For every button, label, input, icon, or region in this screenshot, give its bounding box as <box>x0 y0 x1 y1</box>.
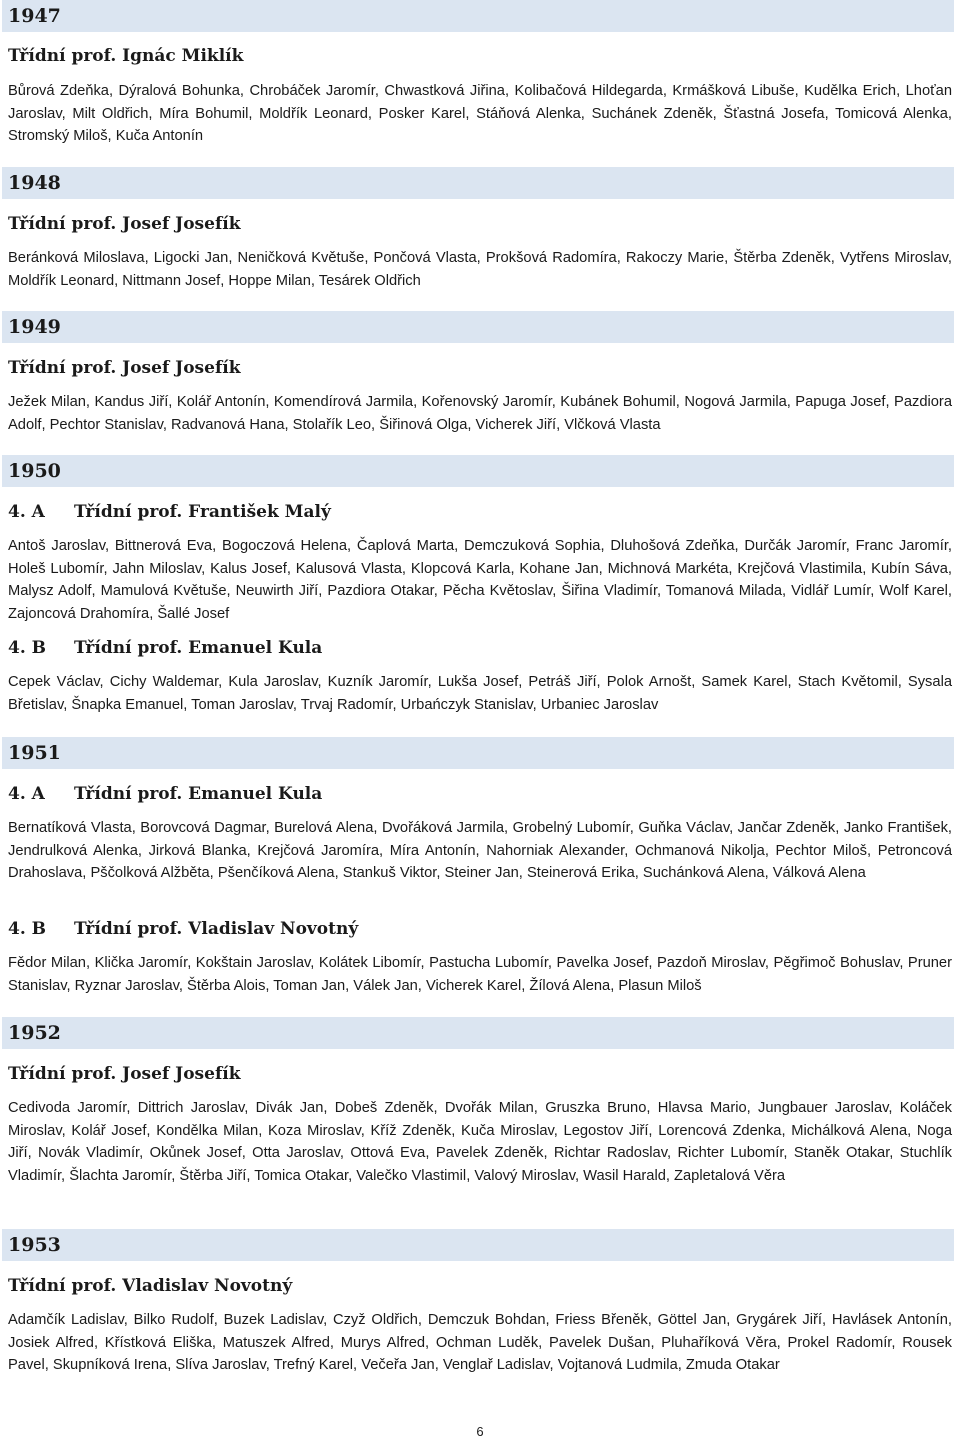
student-list: Adamčík Ladislav, Bilko Rudolf, Buzek Ladislav, Czyž Oldřich, Demczuk Bohdan, Friess Břeněk, Göttel Jan, Grygárek Jiří, Havlásek Antonín, Josiek Alfred, Křístková Eliška, Matuszek Alfred, Murys Alfred, Ochman Luděk, Pavelek Dušan, Pluhaříková Věra, Prokel Radomír, Rousek Pavel, Skupníková Irena, Slíva Jaroslav, Trefný Karel, Večeřa Jan, Venglař Ladislav, Vojtanová Ludmila, Zmuda Otakar <box>8 1312 952 1373</box>
year-heading-1950: 1950 <box>2 455 954 487</box>
student-list: Cepek Václav, Cichy Waldemar, Kula Jaroslav, Kuzník Jaromír, Lukša Josef, Petráš Jiří, Polok Arnošt, Samek Karel, Stach Květomil, Sysala Břetislav, Šnapka Emanuel, Toman Jaroslav, Trvaj Radomír, Urbańczyk Stanislav, Urbaniec Jaroslav <box>8 674 952 713</box>
class-label: 4. A <box>8 784 45 804</box>
teacher-name: Třídní prof. Emanuel Kula <box>74 784 323 804</box>
student-list: Bůrová Zdeňka, Dýralová Bohunka, Chrobáček Jaromír, Chwastková Jiřina, Kolibačová Hildegarda, Krmášková Libuše, Kudělka Erich, Lhoťan Jaroslav, Milt Oldřich, Míra Bohumil, Moldřík Leonard, Posker Karel, Stáňová Alenka, Suchánek Zdeněk, Šťastná Josefa, Tomicová Alenka, Stromský Miloš, Kuča Antonín <box>8 83 952 144</box>
page-number: 6 <box>476 1424 484 1439</box>
student-list: Beránková Miloslava, Ligocki Jan, Neničková Květuše, Pončová Vlasta, Prokšová Radomíra, Rakoczy Marie, Štěrba Zdeněk, Vytřens Miroslav, Moldřík Leonard, Nittmann Josef, Hoppe Milan, Tesárek Oldřich <box>8 250 952 289</box>
teacher-name: Třídní prof. Josef Josefík <box>8 1064 241 1084</box>
teacher-name: Třídní prof. Vladislav Novotný <box>8 1276 293 1296</box>
student-list: Ježek Milan, Kandus Jiří, Kolář Antonín, Komendírová Jarmila, Kořenovský Jaromír, Kubánek Bohumil, Nogová Jarmila, Papuga Josef, Pazdiora Adolf, Pechtor Stanislav, Radvanová Hana, Stolařík Leo, Šiřinová Olga, Vicherek Jiří, Vlčková Vlasta <box>8 394 952 433</box>
class-heading <box>8 1273 292 1299</box>
class-heading <box>8 355 241 381</box>
class-heading <box>8 211 241 237</box>
class-label: 4. A <box>8 502 45 522</box>
year-heading-1951: 1951 <box>2 737 954 769</box>
class-label: 4. B <box>8 919 47 939</box>
teacher-name: Třídní prof. Ignác Miklík <box>8 46 244 66</box>
class-heading <box>8 781 322 807</box>
class-heading <box>8 1061 241 1087</box>
teacher-name: Třídní prof. Josef Josefík <box>8 214 241 234</box>
year-heading-1948: 1948 <box>2 167 954 199</box>
class-heading <box>8 916 358 942</box>
teacher-name: Třídní prof. František Malý <box>74 502 331 522</box>
year-heading-1947: 1947 <box>2 0 954 32</box>
year-heading-1952: 1952 <box>2 1017 954 1049</box>
teacher-name: Třídní prof. Vladislav Novotný <box>74 919 359 939</box>
student-list: Fědor Milan, Klička Jaromír, Kokštain Jaroslav, Kolátek Libomír, Pastucha Lubomír, Pavelka Josef, Pazdoň Miroslav, Pěgřimoč Bohuslav, Pruner Stanislav, Ryznar Jaroslav, Štěrba Alois, Toman Jan, Válek Jan, Vicherek Karel, Žílová Alena, Plasun Miloš <box>8 955 952 994</box>
student-list: Antoš Jaroslav, Bittnerová Eva, Bogoczová Helena, Čaplová Marta, Demczuková Sophia, Dluhošová Zdeňka, Durčák Jaromír, Franc Jaromír, Holeš Lubomír, Jahn Miloslav, Kalus Josef, Kalusová Vlasta, Klopcová Karla, Kohane Jan, Michnová Markéta, Krejčová Vlastimila, Kubín Sáva, Malysz Adolf, Mamulová Květuše, Neuwirth Jiří, Pazdiora Otakar, Pěcha Květoslav, Šiřina Vladimír, Tomanová Milada, Vidlář Lumír, Wolf Karel, Zajoncová Drahomíra, Šallé Josef <box>8 538 952 622</box>
year-heading-1953: 1953 <box>2 1229 954 1261</box>
class-heading <box>8 499 331 525</box>
year-heading-1949: 1949 <box>2 311 954 343</box>
student-list: Bernatíková Vlasta, Borovcová Dagmar, Burelová Alena, Dvořáková Jarmila, Grobelný Lubomír, Guňka Václav, Jančar Zdeněk, Janko František, Jendrulková Alenka, Jirková Blanka, Krejčová Jaromíra, Míra Antonín, Nahorniak Alexander, Ochmanová Nikolja, Pechtor Miloš, Petroncová Drahoslava, Pščolková Alžběta, Pšenčíková Alena, Stankuš Viktor, Steiner Jan, Steinerová Erika, Suchánková Alena, Válková Alena <box>8 820 952 881</box>
class-heading <box>8 43 243 69</box>
teacher-name: Třídní prof. Emanuel Kula <box>74 638 323 658</box>
class-label: 4. B <box>8 638 47 658</box>
teacher-name: Třídní prof. Josef Josefík <box>8 358 241 378</box>
class-heading <box>8 635 322 661</box>
student-list: Cedivoda Jaromír, Dittrich Jaroslav, Divák Jan, Dobeš Zdeněk, Dvořák Milan, Gruszka Bruno, Hlavsa Mario, Jungbauer Jaroslav, Koláček Miroslav, Kolář Josef, Kondělka Milan, Koza Miroslav, Kříž Zdeněk, Kuča Miroslav, Legostov Jiří, Lorencová Zdenka, Michálková Alena, Noga Jiří, Novák Vladimír, Okůnek Josef, Otta Jaroslav, Ottová Eva, Pavelek Zdeněk, Richtar Radoslav, Richter Lubomír, Staněk Otakar, Stuchlík Vladimír, Šlachta Jaromír, Štěrba Jiří, Tomica Otakar, Valečko Vlastimil, Valový Miroslav, Wasil Harald, Zapletalová Věra <box>8 1100 952 1184</box>
